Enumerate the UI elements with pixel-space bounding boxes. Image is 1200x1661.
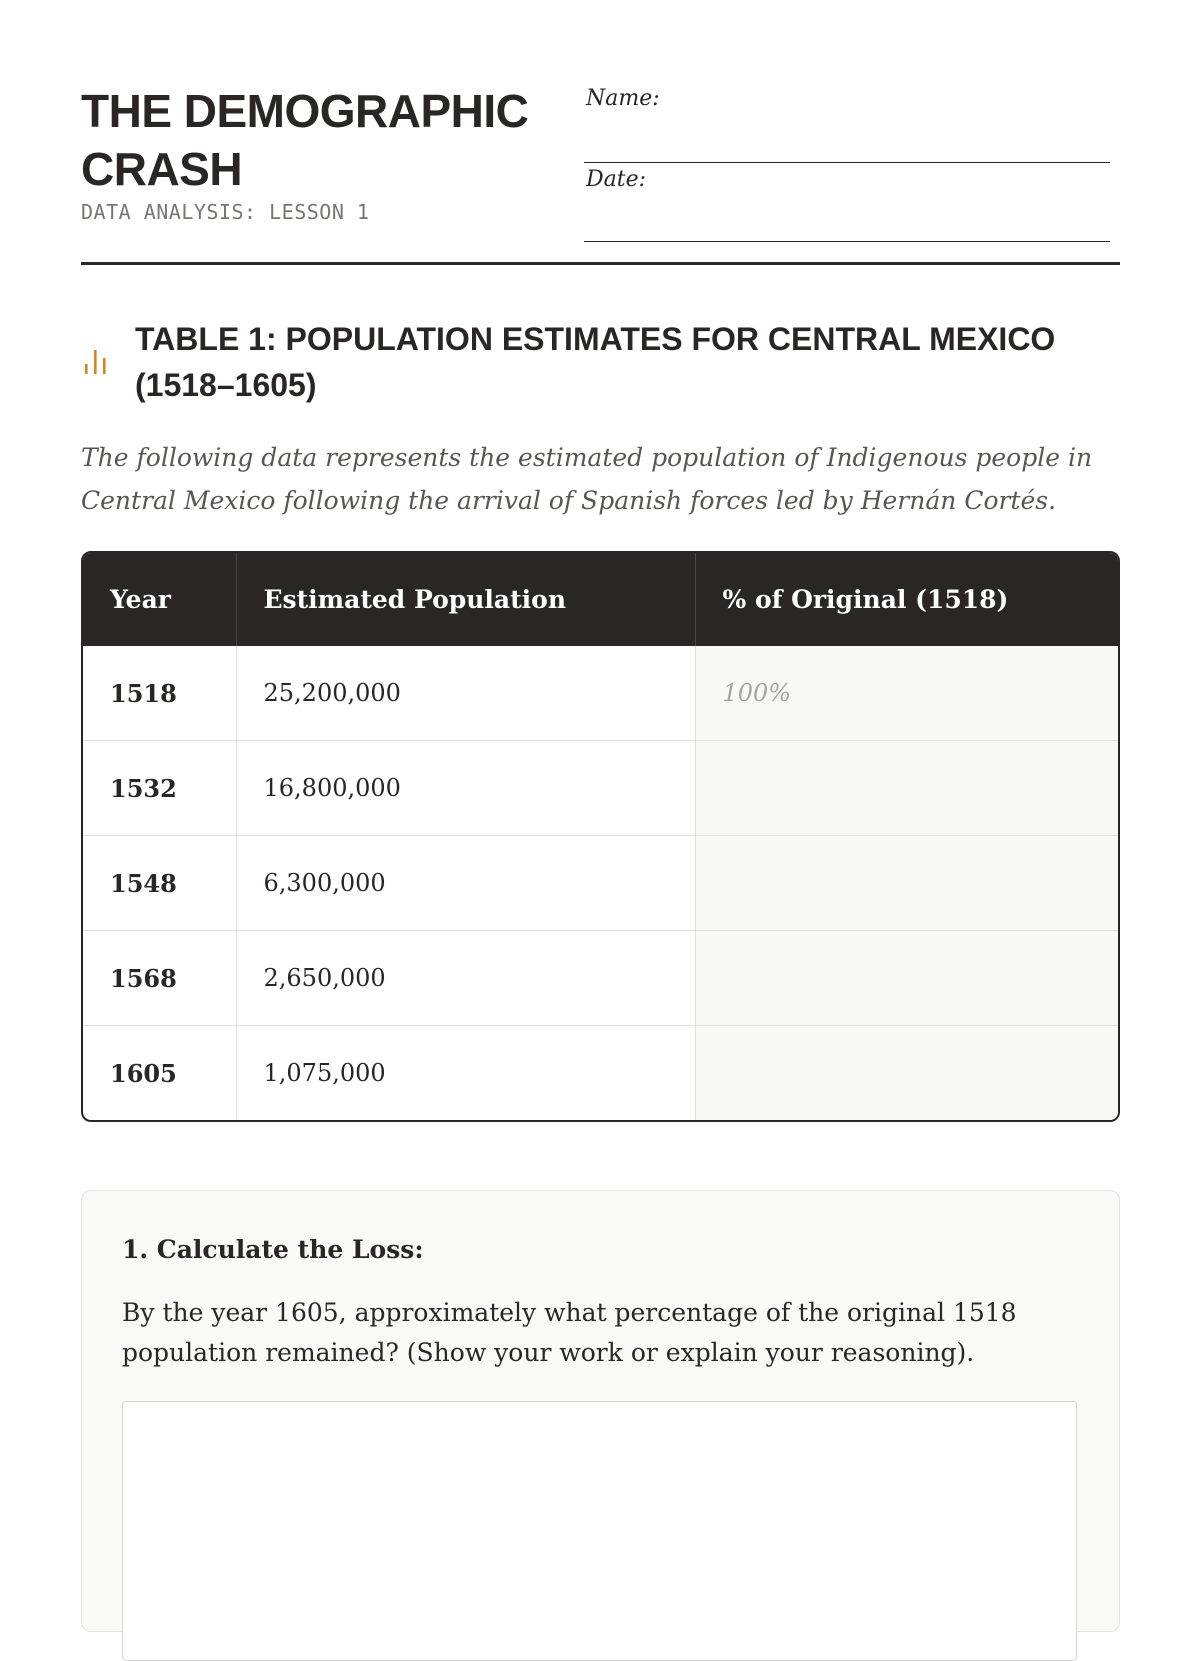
question-title: 1. Calculate the Loss: [122, 1235, 424, 1264]
table-row [83, 646, 1118, 741]
percent-input-cell[interactable] [695, 836, 1118, 931]
year-cell: 1518 [83, 646, 236, 741]
question-card [81, 1190, 1120, 1632]
question-text: By the year 1605, approximately what percentage of the original 1518 population remained? (Show your work or explain your reasoning). [122, 1298, 1017, 1367]
population-cell: 1,075,000 [236, 1026, 695, 1121]
lesson-subtitle: DATA ANALYSIS: LESSON 1 [81, 200, 370, 224]
date-label: Date: [586, 167, 647, 192]
bar-chart-icon [83, 348, 109, 376]
population-cell: 2,650,000 [236, 931, 695, 1026]
date-field[interactable] [584, 163, 1110, 242]
percent-input-cell[interactable] [695, 1026, 1118, 1121]
page-title-line-2: CRASH [81, 143, 243, 195]
percent-input-cell[interactable] [695, 741, 1118, 836]
table-title-line-1: TABLE 1: POPULATION ESTIMATES FOR CENTRAL MEXICO [135, 321, 1056, 357]
population-cell: 6,300,000 [236, 836, 695, 931]
header-year: Year [83, 553, 236, 646]
table-row [83, 741, 1118, 836]
table-row [83, 931, 1118, 1026]
percent-cell: 100% [695, 646, 1118, 741]
year-cell: 1568 [83, 931, 236, 1026]
table-title [135, 316, 1120, 408]
student-info-fields [584, 82, 1110, 242]
answer-textarea[interactable] [122, 1401, 1077, 1661]
table-header-row [83, 553, 1118, 646]
worksheet-header [81, 82, 1120, 265]
name-field[interactable] [584, 82, 1110, 163]
table-row [83, 1026, 1118, 1121]
header-percent: % of Original (1518) [695, 553, 1118, 646]
year-cell: 1548 [83, 836, 236, 931]
name-label: Name: [586, 86, 660, 111]
page-title [81, 82, 581, 198]
year-cell: 1605 [83, 1026, 236, 1121]
table-title-line-2: (1518–1605) [135, 367, 317, 403]
table-intro-text: The following data represents the estimated population of Indigenous people in Central Mexico following the arrival of Spanish forces led by Hernán Cortés. [81, 443, 1093, 515]
table-row [83, 836, 1118, 931]
header-population: Estimated Population [236, 553, 695, 646]
title-block [81, 82, 581, 224]
population-cell: 16,800,000 [236, 741, 695, 836]
year-cell: 1532 [83, 741, 236, 836]
page-title-line-1: THE DEMOGRAPHIC [81, 85, 529, 137]
population-table [81, 551, 1120, 1122]
population-cell: 25,200,000 [236, 646, 695, 741]
percent-input-cell[interactable] [695, 931, 1118, 1026]
